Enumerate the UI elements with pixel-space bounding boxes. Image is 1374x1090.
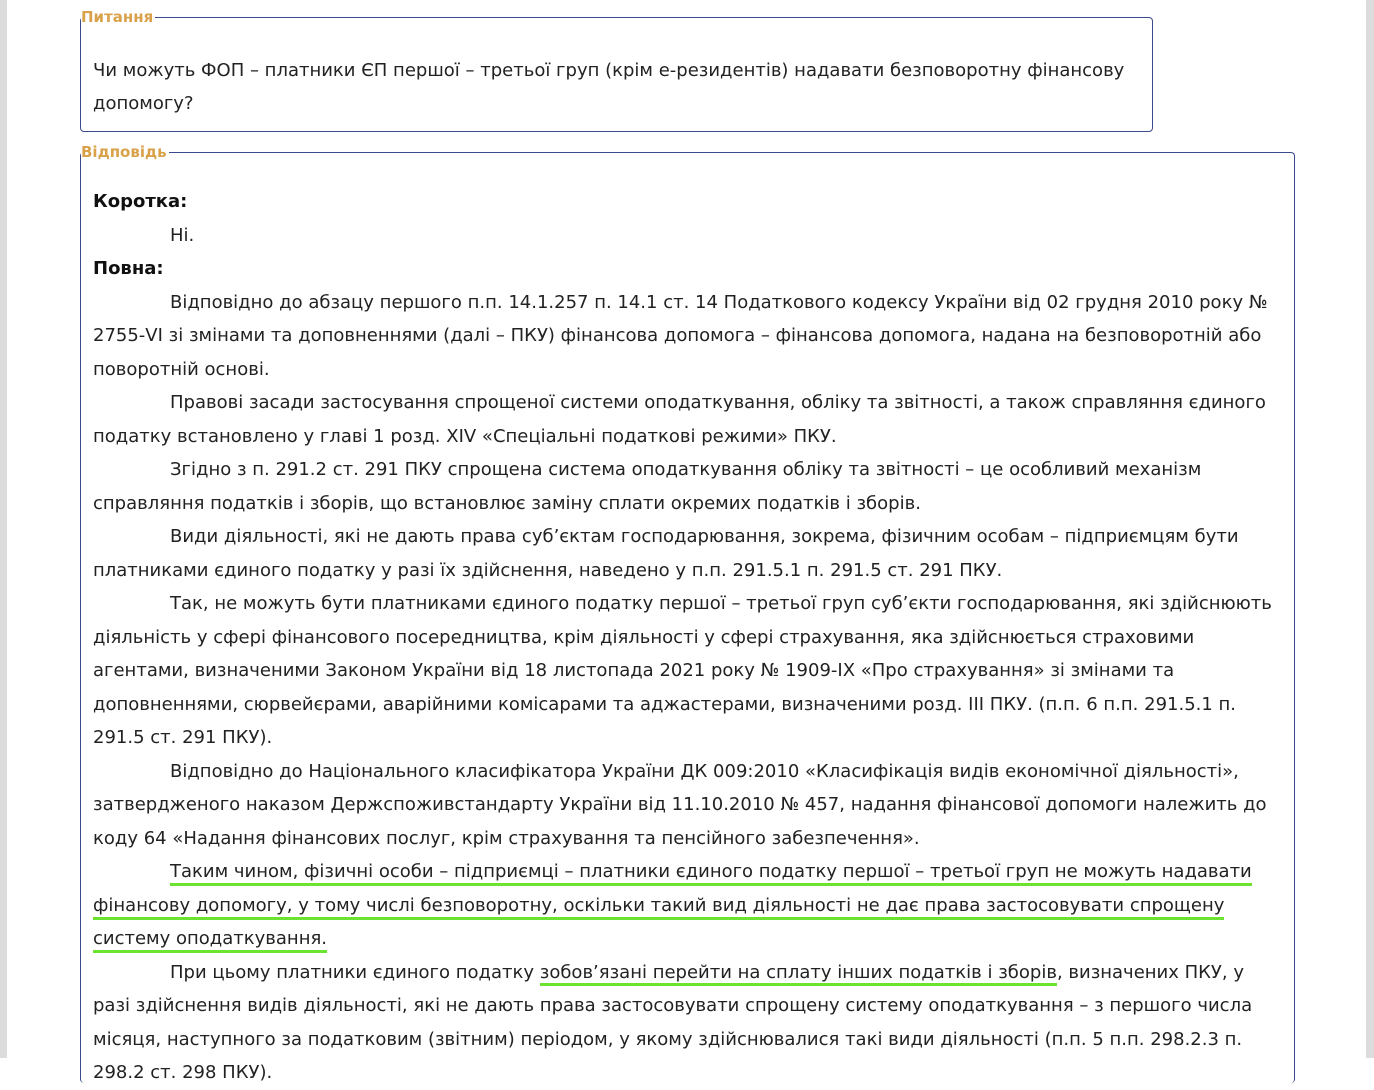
left-gutter (0, 0, 7, 1058)
short-answer-value: Ні. (170, 224, 195, 246)
answer-box (80, 143, 1295, 1083)
answer-body (93, 185, 1283, 1090)
highlighted-conclusion-paragraph (93, 855, 1283, 956)
answer-legend: Відповідь (81, 143, 167, 161)
last-paragraph-end: , визначених ПКУ, у разі здійснення видів діяльності, які не дають права застосовувати спрощену систему оподаткування – з першого числа місяця, наступного за податковим (звітним) періодом, у якому здійснювалися такі види діяльності (п.п. 5 п.п. 298.2.3 п. 298.2 ст. 298 ПКУ). (93, 961, 1253, 1083)
answer-paragraph: Відповідно до абзацу першого п.п. 14.1.257 п. 14.1 ст. 14 Податкового кодексу України від 02 грудня 2010 року № 2755-VI зі змінами та доповненнями (далі – ПКУ) фінансова допомога – фінансова допомога, надана на безповоротній або поворотній основі. (93, 291, 1268, 380)
highlighted-conclusion-text: Таким чином, фізичні особи – підприємці – платники єдиного податку першої – третьої груп не можуть надавати фінансову допомогу, у тому числі безповоротну, оскільки такий вид діяльності не дає права застосовувати спрощену систему оподаткування. (93, 861, 1252, 953)
answer-paragraph: Так, не можуть бути платниками єдиного податку першої – третьої груп суб’єкти господарювання, які здійснюють діяльність у сфері фінансового посередництва, крім діяльності у сфері страхування, яка здійснюється страховими агентами, визначеними Законом України від 18 листопада 2021 року № 1909-IX «Про страхування» зі змінами та доповненнями, сюрвейєрами, аварійними комісарами та аджастерами, визначеними розд. III ПКУ. (п.п. 6 п.п. 291.5.1 п. 291.5 ст. 291 ПКУ). (93, 593, 1272, 748)
underlined-obligation-text: зобов’язані перейти на сплату інших податків і зборів (540, 962, 1057, 986)
answer-paragraph-last (93, 956, 1283, 1090)
last-paragraph-start: При цьому платники єдиного податку (170, 961, 540, 983)
answer-paragraph: Правові засади застосування спрощеної системи оподаткування, обліку та звітності, а також справляння єдиного податку встановлено у главі 1 розд. XIV «Спеціальні податкові режими» ПКУ. (93, 392, 1266, 447)
question-legend: Питання (81, 8, 154, 26)
question-box (80, 8, 1153, 132)
short-answer-label: Коротка: (93, 191, 188, 212)
full-answer-label: Повна: (93, 258, 164, 279)
answer-paragraph: Види діяльності, які не дають права суб’єктам господарювання, зокрема, фізичним особам – підприємцям бути платниками єдиного податку у разі їх здійснення, наведено у п.п. 291.5.1 п. 291.5 ст. 291 ПКУ. (93, 526, 1239, 581)
answer-paragraph: Відповідно до Національного класифікатора України ДК 009:2010 «Класифікація видів економічної діяльності», затвердженого наказом Держспоживстандарту України від 11.10.2010 № 457, надання фінансової допомоги належить до коду 64 «Надання фінансових послуг, крім страхування та пенсійного забезпечення». (93, 760, 1267, 849)
right-scroll-gutter (1366, 0, 1374, 1058)
answer-paragraph: Згідно з п. 291.2 ст. 291 ПКУ спрощена система оподаткування обліку та звітності – це особливий механізм справляння податків і зборів, що встановлює заміну сплати окремих податків і зборів. (93, 459, 1202, 514)
question-text: Чи можуть ФОП – платники ЄП першої – третьої груп (крім е-резидентів) надавати безповоротну фінансову допомогу? (93, 60, 1125, 114)
